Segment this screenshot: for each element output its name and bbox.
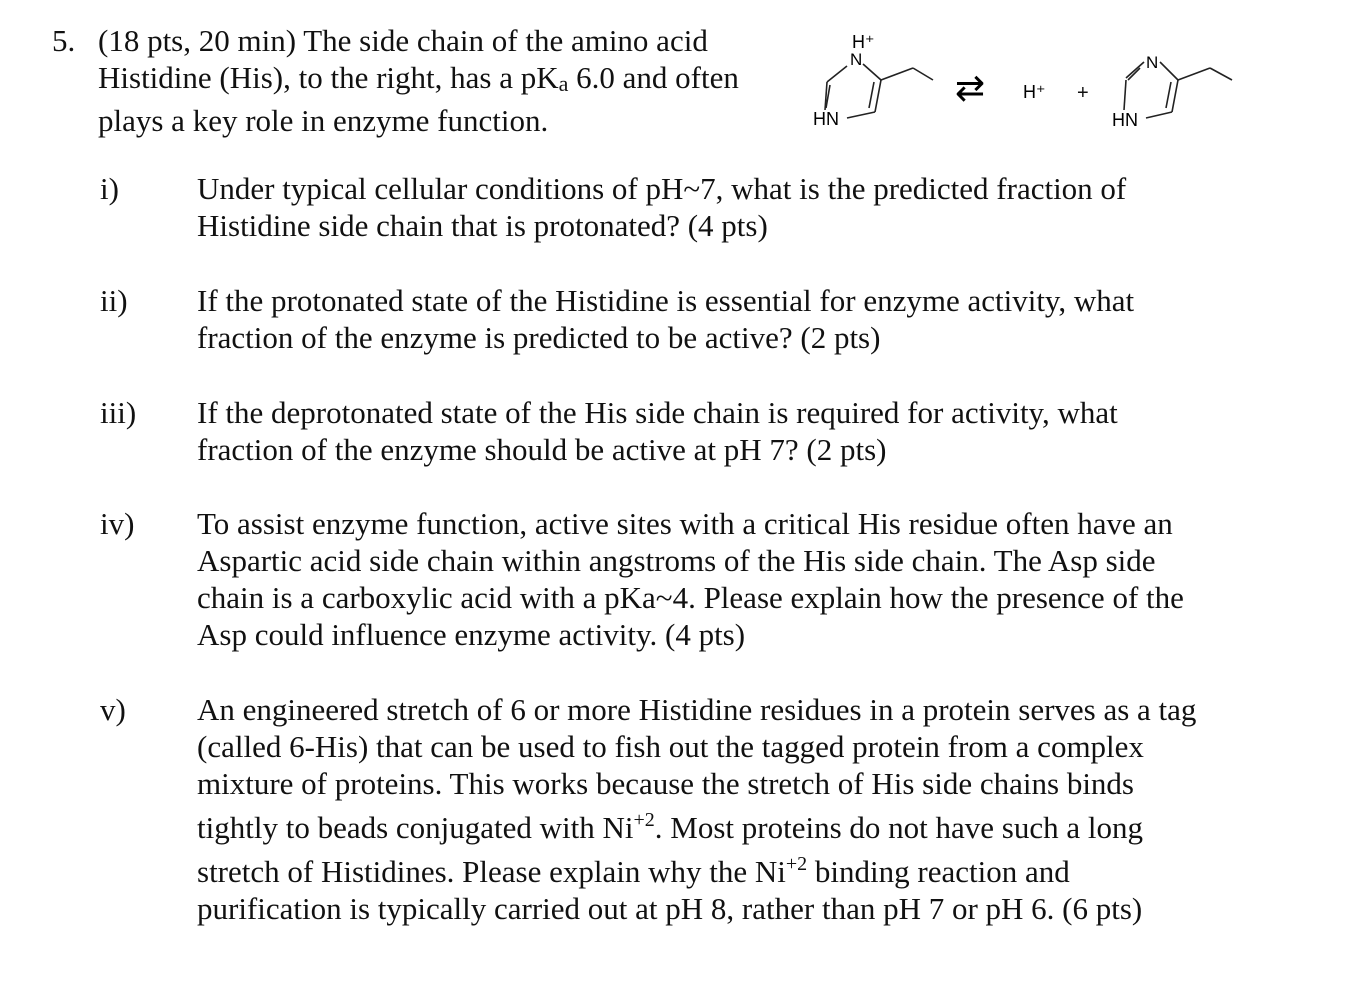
- part-v-line-4: tightly to beads conjugated with $Ni^{+2}$. Most proteins do not have such a long: [197, 809, 1143, 845]
- product-hn-label: HN: [1112, 110, 1138, 130]
- part-ii-text: If the protonated state of the Histidine is essential for enzyme activity, what fraction of the enzyme is predicted to be active? (2 pts): [197, 283, 1135, 355]
- protonated-h-label: H⁺: [852, 32, 875, 52]
- part-i-text: Under typical cellular conditions of pH~7, what is the predicted fraction of Histidine side chain that is protonated? (4 pts): [197, 171, 1127, 243]
- part-iv-text: To assist enzyme function, active sites with a critical His residue often have an Aspartic acid side chain within angstroms of the His side chain. The Asp side chain is a carboxylic acid with a pKa~4. Please explain how the presence of the Asp could influence enzyme activity. (4 pts): [197, 506, 1184, 652]
- intro-line-1: 5. (18 pts, 20 min) The side chain of the amino acid: [52, 23, 708, 58]
- nickel-charge-superscript: +2: [633, 809, 655, 831]
- plus-sign: +: [1077, 82, 1089, 104]
- part-iii-text: If the deprotonated state of the His side chain is required for activity, what fraction of the enzyme should be active at pH 7? (2 pts): [197, 395, 1118, 467]
- imidazole-ring-protonated: [825, 64, 933, 118]
- nickel-charge-superscript-2: +2: [785, 853, 808, 875]
- imidazole-ring-neutral: [1124, 62, 1232, 118]
- question-intro: [52, 22, 739, 139]
- histidine-protonation-diagram: [805, 30, 1045, 130]
- pka-subscript: a: [558, 71, 569, 96]
- histidine-deprotonated-diagram: [1100, 40, 1250, 130]
- imidazole-n-label: N: [850, 50, 863, 69]
- intro-line-3: plays a key role in enzyme function.: [98, 103, 549, 138]
- imidazole-hn-label: HN: [813, 109, 839, 129]
- part-v-line-5: stretch of Histidines. Please explain why the $Ni^{+2}$ binding reaction and: [197, 853, 1070, 889]
- proton-label: H⁺: [1023, 82, 1045, 102]
- intro-line-2: Histidine (His), to the right, has a pKa 6.0 and often: [98, 60, 739, 96]
- equilibrium-arrow: ⇄: [955, 68, 986, 109]
- part-v-text: An engineered stretch of 6 or more Histidine residues in a protein serves as a tag (called 6-His) that can be used to fish out the tagged protein from a complex mixture of proteins. This works because the stretch of His side chains binds tightly to beads conjugated with $Ni^{+2}$. Most proteins do not have such a long stretch of Histidines. Please explain why the $Ni^{+2}$ binding reaction and purification is typically carried out at pH 8, rather than pH 7 or pH 6. (6 pts): [197, 692, 1197, 926]
- part-label-i: i): [100, 171, 119, 206]
- part-label-v: v): [100, 692, 126, 727]
- part-label-iii: iii): [100, 395, 137, 430]
- part-label-iv: iv): [100, 506, 135, 541]
- product-n-label: N: [1146, 53, 1159, 72]
- question-number: 5.: [52, 23, 76, 58]
- part-label-ii: ii): [100, 283, 128, 318]
